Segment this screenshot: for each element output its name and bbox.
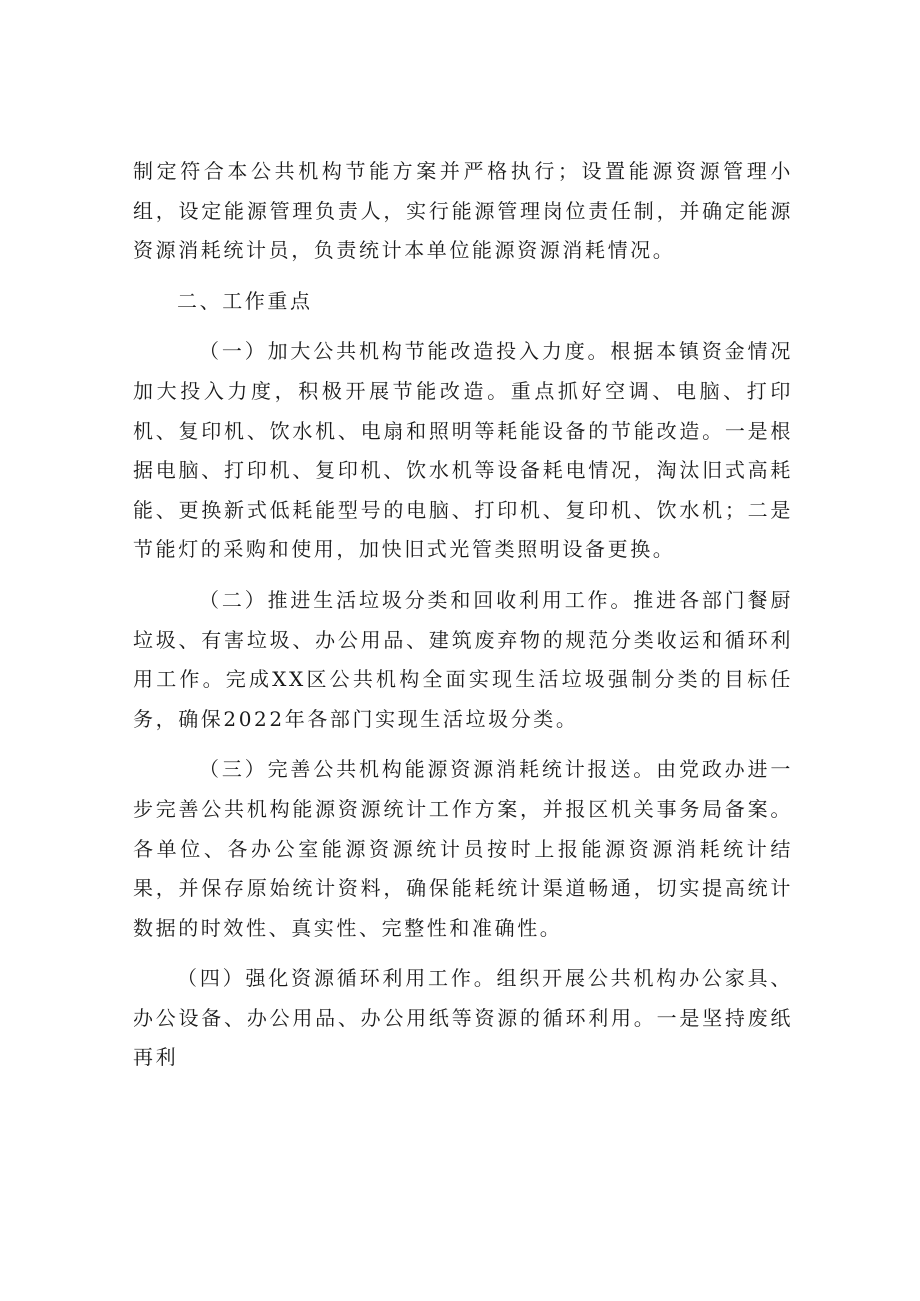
document-body bbox=[133, 152, 793, 1089]
paragraph-staffing: 制定符合本公共机构节能方案并严格执行；设置能源资源管理小组，设定能源管理负责人，实行能源管理岗位责任制，并确定能源资源消耗统计员，负责统计本单位能源资源消耗情况。 bbox=[133, 159, 793, 263]
paragraph-waste-sorting: （二）推进生活垃圾分类和回收利用工作。推进各部门餐厨垃圾、有害垃圾、办公用品、建筑废弃物的规范分类收运和循环利用工作。完成XX区公共机构全面实现生活垃圾强制分类的目标任务，确保2022年各部门实现生活垃圾分类。 bbox=[133, 587, 793, 731]
paragraph-resource-recycling: （四）强化资源循环利用工作。组织开展公共机构办公家具、办公设备、办公用品、办公用纸等资源的循环利用。一是坚持废纸再利 bbox=[133, 966, 793, 1070]
section-heading-work-priorities: 二、工作重点 bbox=[177, 288, 313, 313]
paragraph-energy-statistics: （三）完善公共机构能源资源消耗统计报送。由党政办进一步完善公共机构能源资源统计工作方案，并报区机关事务局备案。各单位、各办公室能源资源统计员按时上报能源资源消耗统计结果，并保存原始统计资料，确保能耗统计渠道畅通，切实提高统计数据的时效性、真实性、完整性和准确性。 bbox=[133, 757, 793, 940]
paragraph-energy-retrofit: （一）加大公共机构节能改造投入力度。根据本镇资金情况加大投入力度，积极开展节能改造。重点抓好空调、电脑、打印机、复印机、饮水机、电扇和照明等耗能设备的节能改造。一是根据电脑、打印机、复印机、饮水机等设备耗电情况，淘汰旧式高耗能、更换新式低耗能型号的电脑、打印机、复印机、饮水机；二是节能灯的采购和使用，加快旧式光管类照明设备更换。 bbox=[133, 339, 793, 562]
